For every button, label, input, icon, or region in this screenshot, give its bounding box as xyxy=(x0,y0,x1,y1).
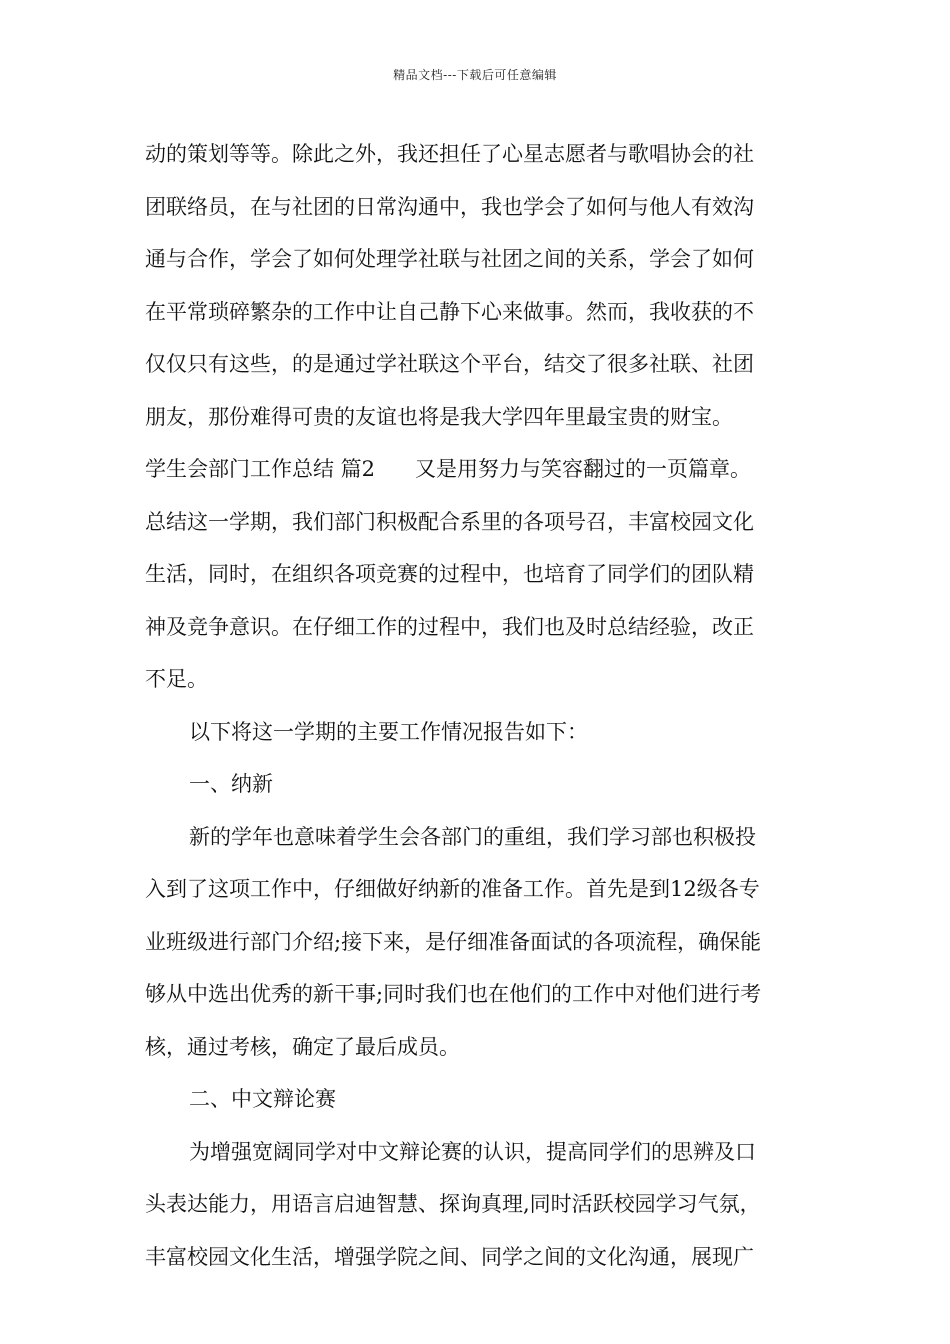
text-line: 够从中选出优秀的新干事;同时我们也在他们的工作中对他们进行考 xyxy=(145,982,762,1006)
page-header: 精品文档---下载后可任意编辑 xyxy=(393,68,557,82)
intro-line: 以下将这一学期的主要工作情况报告如下： xyxy=(189,719,588,744)
heading-recruitment: 一、纳新 xyxy=(189,772,273,796)
section-title: 学生会部门工作总结 篇2 xyxy=(145,457,376,481)
text-line: 在平常琐碎繁杂的工作中让自己静下心来做事。然而，我收获的不 xyxy=(145,299,754,324)
text-line: 动的策划等等。除此之外，我还担任了心星志愿者与歌唱协会的社 xyxy=(145,142,754,166)
text-line: 不足。 xyxy=(145,667,208,691)
text-line: 业班级进行部门介绍;接下来，是仔细准备面试的各项流程，确保能 xyxy=(145,929,762,954)
section-first-line: 又是用努力与笑容翻过的一页篇章。 xyxy=(415,457,752,481)
text-line: 神及竞争意识。在仔细工作的过程中，我们也及时总结经验，改正 xyxy=(145,614,754,639)
text-line: 为增强宽阔同学对中文辩论赛的认识，提高同学们的思辨及口 xyxy=(189,1139,756,1164)
text-line: 生活，同时，在组织各项竞赛的过程中，也培育了同学们的团队精 xyxy=(145,562,754,586)
text-line: 新的学年也意味着学生会各部门的重组，我们学习部也积极投 xyxy=(189,824,756,849)
document-body xyxy=(145,128,807,1283)
text-line: 仅仅只有这些，的是通过学社联这个平台，结交了很多社联、社团 xyxy=(145,352,754,376)
text-line: 核，通过考核，确定了最后成员。 xyxy=(145,1034,460,1059)
text-line: 朋友，那份难得可贵的友谊也将是我大学四年里最宝贵的财宝。 xyxy=(145,404,733,429)
text-line: 头表达能力，用语言启迪智慧、探询真理,同时活跃校园学习气氛， xyxy=(145,1192,761,1216)
text-line: 团联络员，在与社团的日常沟通中，我也学会了如何与他人有效沟 xyxy=(145,194,754,219)
section-title-line xyxy=(145,443,807,496)
text-line: 总结这一学期，我们部门积极配合系里的各项号召，丰富校园文化 xyxy=(145,509,754,534)
text-line: 通与合作，学会了如何处理学社联与社团之间的关系，学会了如何 xyxy=(145,247,754,271)
text-line: 丰富校园文化生活，增强学院之间、同学之间的文化沟通，展现广 xyxy=(145,1244,754,1269)
text-line: 入到了这项工作中，仔细做好纳新的准备工作。首先是到12级各专 xyxy=(145,877,760,901)
heading-debate: 二、中文辩论赛 xyxy=(189,1087,336,1111)
